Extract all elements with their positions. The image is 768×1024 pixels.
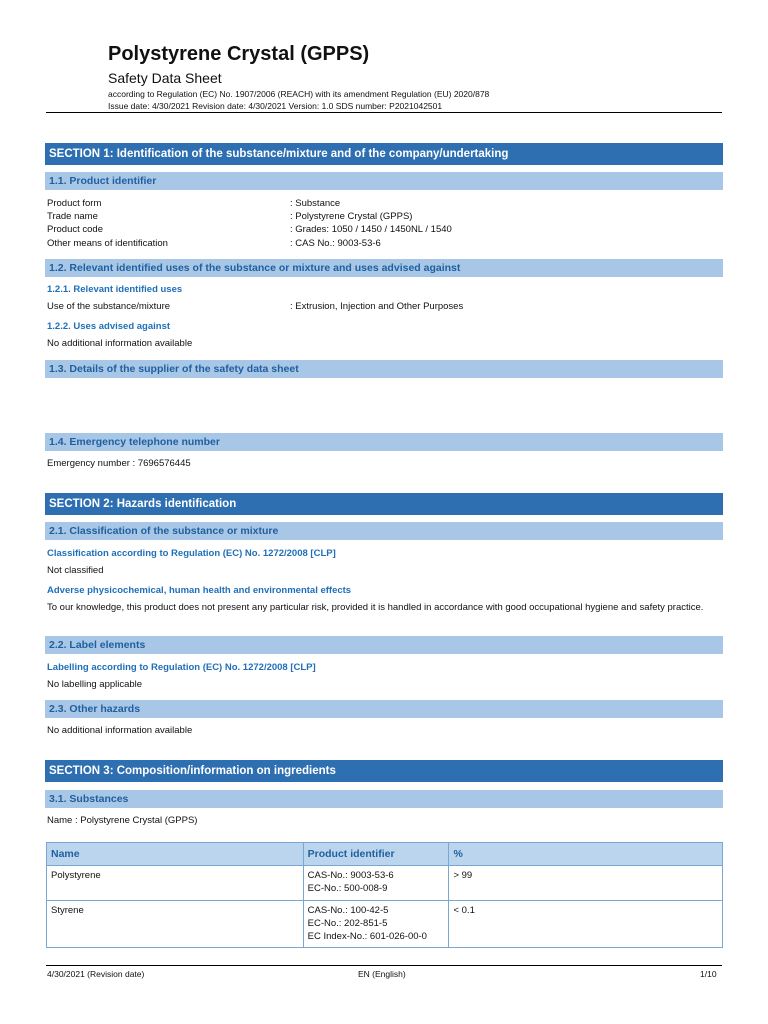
section-3-header: SECTION 3: Composition/information on ingredients	[45, 760, 723, 782]
issue-dates-line: Issue date: 4/30/2021 Revision date: 4/30/2021 Version: 1.0 SDS number: P2021042501	[108, 101, 443, 111]
section-2-header: SECTION 2: Hazards identification	[45, 493, 723, 515]
subsection-2-2-header: 2.2. Label elements	[45, 636, 723, 654]
column-header-product-identifier: Product identifier	[303, 843, 449, 866]
cas-number: CAS-No.: 9003-53-6	[307, 870, 394, 881]
subsection-1-4-header: 1.4. Emergency telephone number	[45, 433, 723, 451]
table-row	[47, 901, 723, 948]
table-row	[47, 866, 723, 901]
clp-classification-text: Not classified	[47, 565, 104, 576]
table-header-row	[47, 843, 723, 866]
product-form-label: Product form	[47, 198, 102, 209]
column-header-name: Name	[47, 843, 304, 866]
section-1-header: SECTION 1: Identification of the substance/mixture and of the company/undertaking	[45, 143, 723, 165]
cas-number: CAS-No.: 100-42-5	[307, 905, 389, 916]
adverse-effects-title: Adverse physicochemical, human health and environmental effects	[47, 585, 352, 596]
other-identification-value: : CAS No.: 9003-53-6	[290, 238, 381, 249]
product-code-value: : Grades: 1050 / 1450 / 1450NL / 1540	[290, 224, 452, 235]
subsection-1-3-header: 1.3. Details of the supplier of the safety data sheet	[45, 360, 723, 378]
adverse-effects-text: To our knowledge, this product does not present any particular risk, provided it is handled in accordance with good occupational hygiene and safety practice.	[47, 602, 704, 613]
labelling-text: No labelling applicable	[47, 679, 143, 690]
cell-name: Polystyrene	[47, 866, 304, 901]
cell-product-identifier	[303, 901, 449, 948]
other-hazards-text: No additional information available	[47, 725, 193, 736]
document-header	[108, 42, 728, 111]
emergency-number-text: Emergency number : 7696576445	[47, 458, 191, 469]
document-subtitle: Safety Data Sheet	[108, 70, 222, 86]
cell-percent: > 99	[449, 866, 723, 901]
document-title: Polystyrene Crystal (GPPS)	[108, 43, 370, 65]
substances-table	[46, 842, 723, 948]
ec-index-number: EC Index-No.: 601-026-00-0	[307, 931, 427, 942]
footer-language: EN (English)	[358, 969, 406, 979]
subsection-1-2-header: 1.2. Relevant identified uses of the substance or mixture and uses advised against	[45, 259, 723, 277]
other-identification-label: Other means of identification	[47, 238, 168, 249]
footer-page-number: 1/10	[700, 969, 717, 979]
trade-name-label: Trade name	[47, 211, 98, 222]
header-divider	[46, 112, 722, 113]
subsection-2-1-header: 2.1. Classification of the substance or mixture	[45, 522, 723, 540]
subsection-3-1-header: 3.1. Substances	[45, 790, 723, 808]
trade-name-value: : Polystyrene Crystal (GPPS)	[290, 211, 413, 222]
subsection-1-1-header: 1.1. Product identifier	[45, 172, 723, 190]
use-label: Use of the substance/mixture	[47, 301, 171, 312]
uses-advised-against-text: No additional information available	[47, 338, 193, 349]
column-header-percent: %	[449, 843, 723, 866]
ec-number: EC-No.: 202-851-5	[307, 918, 388, 929]
labelling-title: Labelling according to Regulation (EC) No. 1272/2008 [CLP]	[47, 662, 316, 673]
subsection-2-3-header: 2.3. Other hazards	[45, 700, 723, 718]
subsection-1-2-1-title: 1.2.1. Relevant identified uses	[47, 284, 183, 295]
product-code-label: Product code	[47, 224, 103, 235]
subsection-1-2-2-title: 1.2.2. Uses advised against	[47, 321, 171, 332]
ec-number: EC-No.: 500-008-9	[307, 883, 388, 894]
footer-divider	[46, 965, 722, 966]
cell-name: Styrene	[47, 901, 304, 948]
use-value: : Extrusion, Injection and Other Purposes	[290, 301, 464, 312]
footer-revision-date: 4/30/2021 (Revision date)	[47, 969, 145, 979]
cell-product-identifier	[303, 866, 449, 901]
substance-name-line: Name : Polystyrene Crystal (GPPS)	[47, 815, 198, 826]
clp-classification-title: Classification according to Regulation (EC) No. 1272/2008 [CLP]	[47, 548, 336, 559]
cell-percent: < 0.1	[449, 901, 723, 948]
product-form-value: : Substance	[290, 198, 341, 209]
regulation-line: according to Regulation (EC) No. 1907/2006 (REACH) with its amendment Regulation (EU) 2020/878	[108, 89, 490, 99]
